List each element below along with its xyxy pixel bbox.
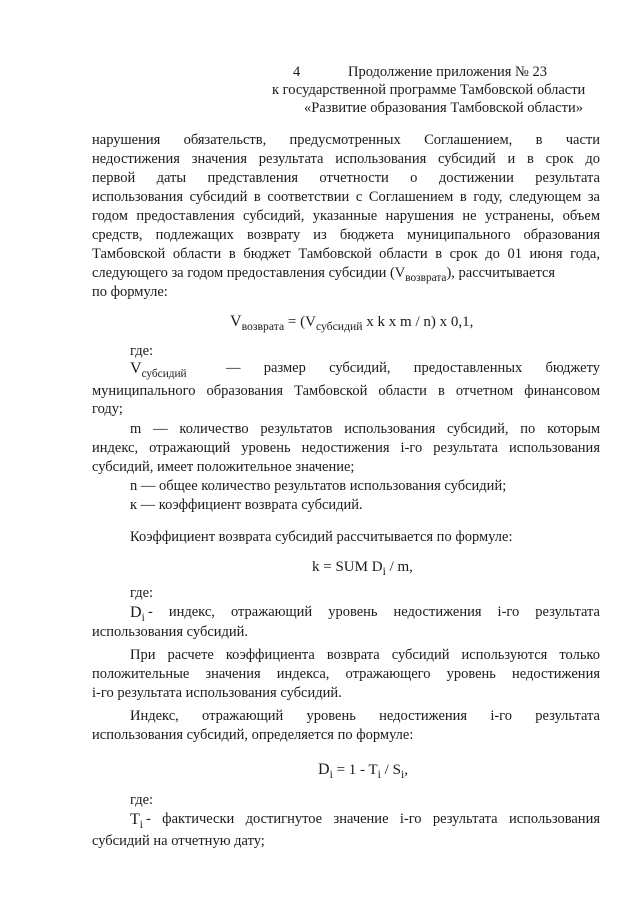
where1-gde: где: xyxy=(130,343,154,359)
coef-d-line-1: $D_i$ - индекс, отражающий уровень недостижения i-го результата xyxy=(130,604,600,624)
coef-gde: где: xyxy=(130,585,154,601)
para1-line-7: Тамбовской области в бюджет Тамбовской области в срок до 01 июня года, xyxy=(92,246,600,262)
where3-t-line-1: $T_i$ - фактически достигнутое значение i-го результата использования xyxy=(130,811,600,831)
para1-line-6: средств, подлежащих возврату из бюджета муниципального образования xyxy=(92,227,600,243)
where1-v-line-3: году; xyxy=(92,401,123,417)
para2-line-3: i-го результата использования субсидий. xyxy=(92,685,342,701)
where1-n: n — общее количество результатов использования субсидий; xyxy=(130,478,507,494)
header-line-3: «Развитие образования Тамбовской области» xyxy=(304,100,583,116)
para1-line-8: следующего за годом предоставления субсидии $(V_{возврата})$, рассчитывается xyxy=(92,265,556,284)
para1-line-4: использования субсидий в соответствии с Соглашением в году, следующем за xyxy=(92,189,600,205)
where1-k: к — коэффициент возврата субсидий. xyxy=(130,497,363,513)
header-line-2: к государственной программе Тамбовской области xyxy=(272,82,586,98)
formula-k: k = SUM $D_i$ / m, xyxy=(312,559,413,579)
para1-line-5: годом предоставления субсидий, указанные нарушения не устранены, объем xyxy=(92,208,600,224)
where1-m-line-3: субсидий, имеет положительное значение; xyxy=(92,459,355,475)
where1-v-line-1: $V_{субсидий}$ — размер субсидий, предоставленных бюджету xyxy=(130,360,600,380)
coef-intro: Коэффициент возврата субсидий рассчитывается по формуле: xyxy=(130,529,513,545)
where3-t-line-2: субсидий на отчетную дату; xyxy=(92,833,265,849)
where3-gde: где: xyxy=(130,792,154,808)
formula-d-i: $D_i = 1 - T_i / S_i$, xyxy=(318,761,408,782)
para2-line-1: При расчете коэффициента возврата субсидий используются только xyxy=(130,647,600,663)
para1-line-1: нарушения обязательств, предусмотренных Соглашением, в части xyxy=(92,132,600,148)
para2-line-2: положительные значения индекса, отражающего уровень недостижения xyxy=(92,666,600,682)
coef-d-line-2: использования субсидий. xyxy=(92,624,249,640)
where1-v-line-2: муниципального образования Тамбовской области в отчетном финансовом xyxy=(92,383,600,399)
where1-m-line-2: индекс, отражающий уровень недостижения i-го результата использования xyxy=(92,440,600,456)
para3-line-1: Индекс, отражающий уровень недостижения i-го результата xyxy=(130,708,600,724)
para1-line-3: первой даты представления отчетности о достижении результата xyxy=(92,170,600,186)
formula-v-vozvrata: $V_{возврата} = (V_{субсидий}$ x k x m / n) x 0,1, xyxy=(230,313,474,334)
para3-line-2: использования субсидий, определяется по формуле: xyxy=(92,727,414,743)
header-line-1: Продолжение приложения № 23 xyxy=(348,64,547,80)
where1-m-line-1: m — количество результатов использования субсидий, по которым xyxy=(130,421,600,437)
para1-line-2: недостижения значения результата использования субсидий и в срок до xyxy=(92,151,600,167)
para1-line-9: по формуле: xyxy=(92,284,168,300)
page-number: 4 xyxy=(293,64,301,80)
